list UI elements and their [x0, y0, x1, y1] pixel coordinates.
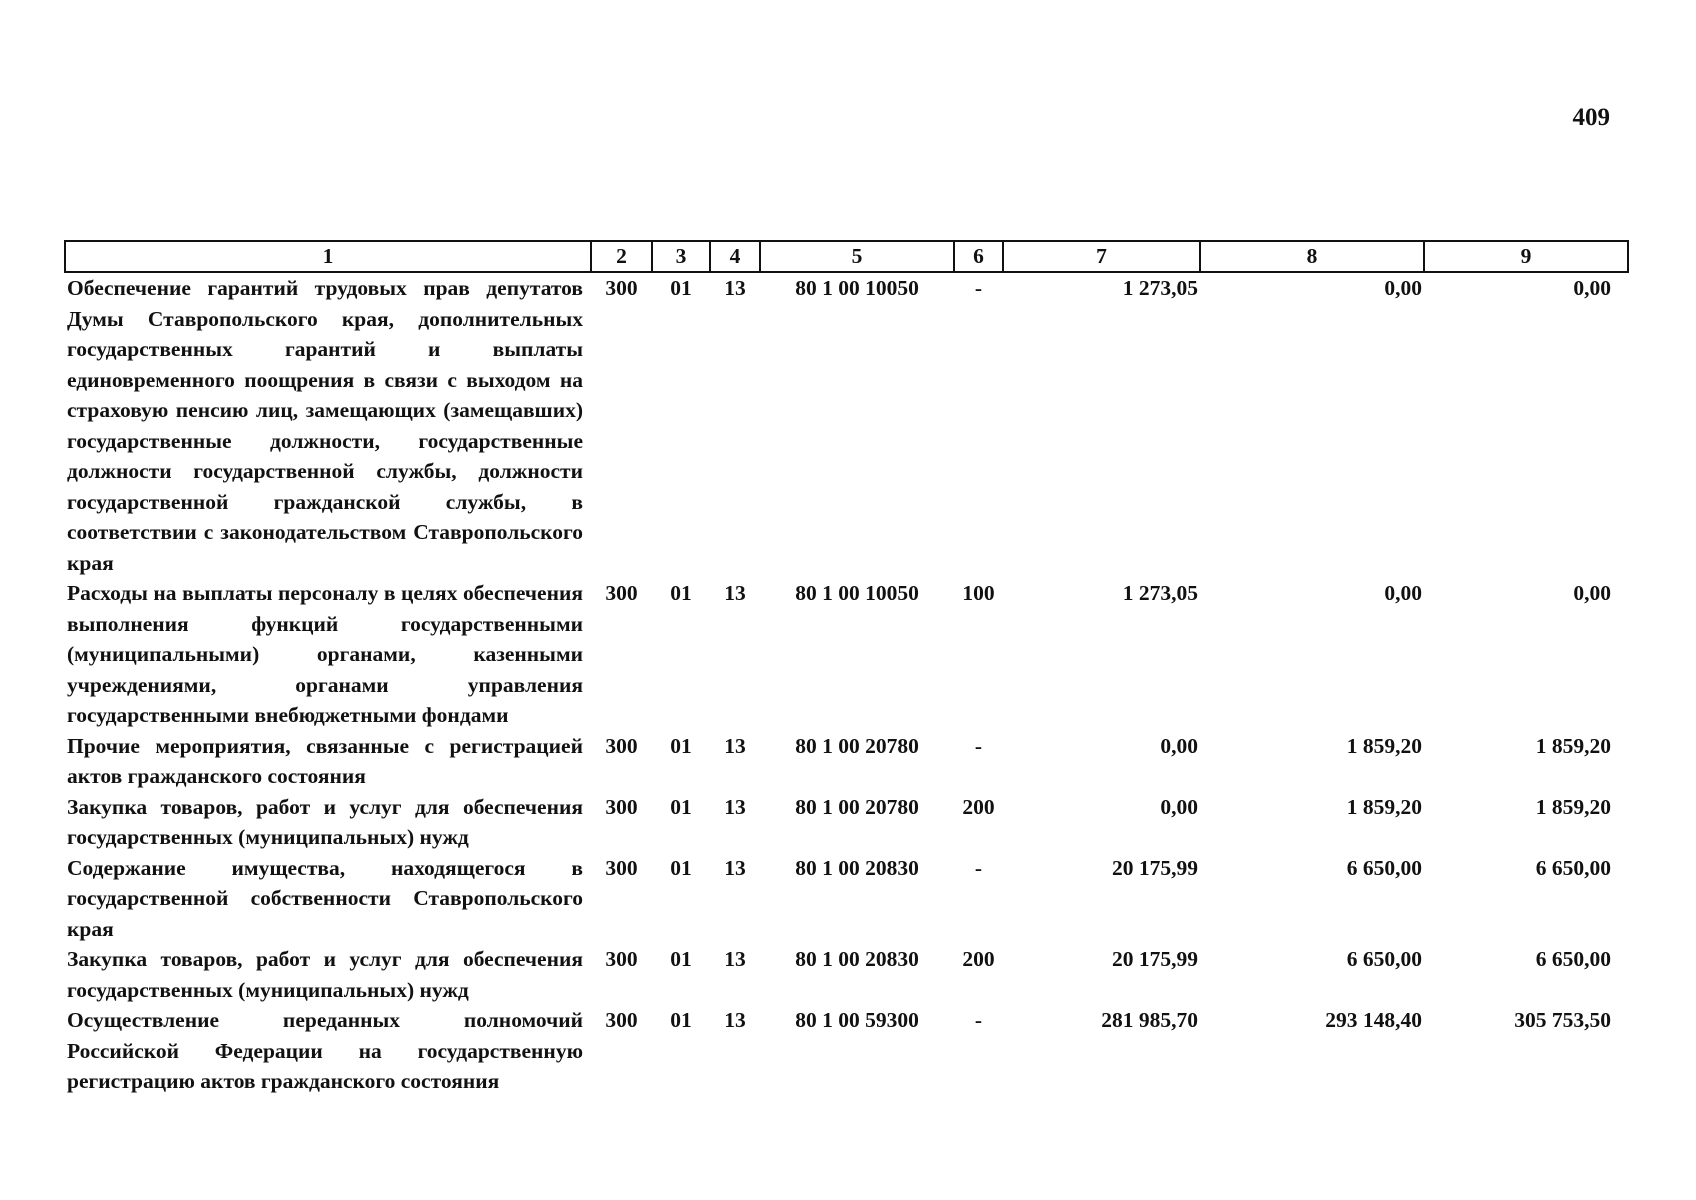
table-row [65, 731, 1628, 792]
code-cell-2: 300 [605, 276, 638, 300]
code-cell-4: 13 [724, 581, 746, 605]
code-cell-2: 300 [605, 1008, 638, 1032]
amount-cell-9: 6 650,00 [1535, 947, 1611, 971]
expense-name-cell: Расходы на выплаты персоналу в целях обеспечения выполнения функций государственными (муниципальными) органами, казенными учреждениями, органами управления государственными внебюджетными фондами [67, 581, 583, 727]
table-header-row [65, 241, 1628, 272]
code-cell-6: - [974, 855, 983, 880]
code-cell-2: 300 [605, 794, 638, 819]
code-cell-3: 01 [670, 794, 692, 819]
code-cell-5: 80 1 00 10050 [795, 276, 919, 300]
amount-cell-8: 1 859,20 [1346, 794, 1422, 819]
table-row [65, 272, 1628, 578]
table-row [65, 853, 1628, 945]
code-cell-3: 01 [670, 855, 692, 880]
code-cell-5: 80 1 00 20780 [795, 794, 919, 819]
code-cell-2: 300 [605, 947, 638, 971]
column-header-5: 5 [760, 241, 954, 272]
amount-cell-7: 1 273,05 [1122, 276, 1198, 300]
code-cell-6: - [974, 733, 983, 758]
page-number: 409 [1572, 104, 1610, 131]
code-cell-2: 300 [605, 733, 638, 758]
amount-cell-8: 6 650,00 [1346, 947, 1422, 971]
code-cell-3: 01 [670, 733, 692, 758]
amount-cell-9: 1 859,20 [1535, 733, 1611, 758]
code-cell-2: 300 [605, 581, 638, 605]
code-cell-3: 01 [670, 1008, 692, 1032]
code-cell-5: 80 1 00 10050 [795, 581, 919, 605]
code-cell-6: 200 [962, 947, 995, 971]
table-row [65, 792, 1628, 853]
amount-cell-7: 0,00 [1160, 733, 1198, 758]
table-row [65, 1005, 1628, 1097]
table-row [65, 578, 1628, 731]
code-cell-4: 13 [724, 947, 746, 971]
amount-cell-8: 0,00 [1384, 581, 1422, 605]
code-cell-5: 80 1 00 59300 [795, 1008, 919, 1032]
expense-name-cell: Закупка товаров, работ и услуг для обеспечения государственных (муниципальных) нужд [67, 947, 583, 1002]
expense-name-cell: Осуществление переданных полномочий Российской Федерации на государственную регистрацию актов гражданского состояния [67, 1008, 583, 1093]
amount-cell-8: 293 148,40 [1325, 1008, 1422, 1032]
expense-name-cell: Обеспечение гарантий трудовых прав депутатов Думы Ставропольского края, дополнительных государственных гарантий и выплаты единовременного поощрения в связи с выходом на страховую пенсию лиц, замещающих (замещавших) государственные должности, государственные должности государственной службы, должности государственной гражданской службы, в соответствии с законодательством Ставропольского края [67, 276, 583, 575]
amount-cell-8: 0,00 [1384, 276, 1422, 300]
column-header-4: 4 [710, 241, 760, 272]
code-cell-6: - [974, 276, 983, 300]
code-cell-4: 13 [724, 1008, 746, 1032]
code-cell-3: 01 [670, 947, 692, 971]
column-header-6: 6 [954, 241, 1003, 272]
amount-cell-9: 1 859,20 [1535, 794, 1611, 819]
code-cell-5: 80 1 00 20830 [795, 947, 919, 971]
table-row [65, 944, 1628, 1005]
amount-cell-9: 0,00 [1573, 581, 1611, 605]
expense-name-cell: Прочие мероприятия, связанные с регистрацией актов гражданского состояния [67, 733, 583, 788]
amount-cell-9: 305 753,50 [1514, 1008, 1611, 1032]
column-header-7: 7 [1003, 241, 1200, 272]
column-header-2: 2 [591, 241, 652, 272]
code-cell-6: 200 [962, 794, 995, 819]
amount-cell-8: 6 650,00 [1346, 855, 1422, 880]
code-cell-5: 80 1 00 20780 [795, 733, 919, 758]
amount-cell-9: 0,00 [1573, 276, 1611, 300]
expense-name-cell: Закупка товаров, работ и услуг для обеспечения государственных (муниципальных) нужд [67, 794, 583, 849]
amount-cell-7: 1 273,05 [1122, 581, 1198, 605]
column-header-3: 3 [652, 241, 710, 272]
code-cell-6: - [974, 1008, 983, 1032]
amount-cell-9: 6 650,00 [1535, 855, 1611, 880]
code-cell-4: 13 [724, 855, 746, 880]
code-cell-3: 01 [670, 581, 692, 605]
code-cell-4: 13 [724, 733, 746, 758]
code-cell-4: 13 [724, 794, 746, 819]
code-cell-4: 13 [724, 276, 746, 300]
amount-cell-7: 20 175,99 [1112, 947, 1198, 971]
column-header-8: 8 [1200, 241, 1424, 272]
amount-cell-7: 20 175,99 [1112, 855, 1198, 880]
code-cell-3: 01 [670, 276, 692, 300]
column-header-9: 9 [1424, 241, 1628, 272]
budget-table [64, 240, 1629, 1097]
code-cell-6: 100 [962, 581, 995, 605]
column-header-1: 1 [65, 241, 591, 272]
amount-cell-8: 1 859,20 [1346, 733, 1422, 758]
code-cell-2: 300 [605, 855, 638, 880]
code-cell-5: 80 1 00 20830 [795, 855, 919, 880]
amount-cell-7: 0,00 [1160, 794, 1198, 819]
amount-cell-7: 281 985,70 [1101, 1008, 1198, 1032]
expense-name-cell: Содержание имущества, находящегося в государственной собственности Ставропольского края [67, 855, 583, 941]
